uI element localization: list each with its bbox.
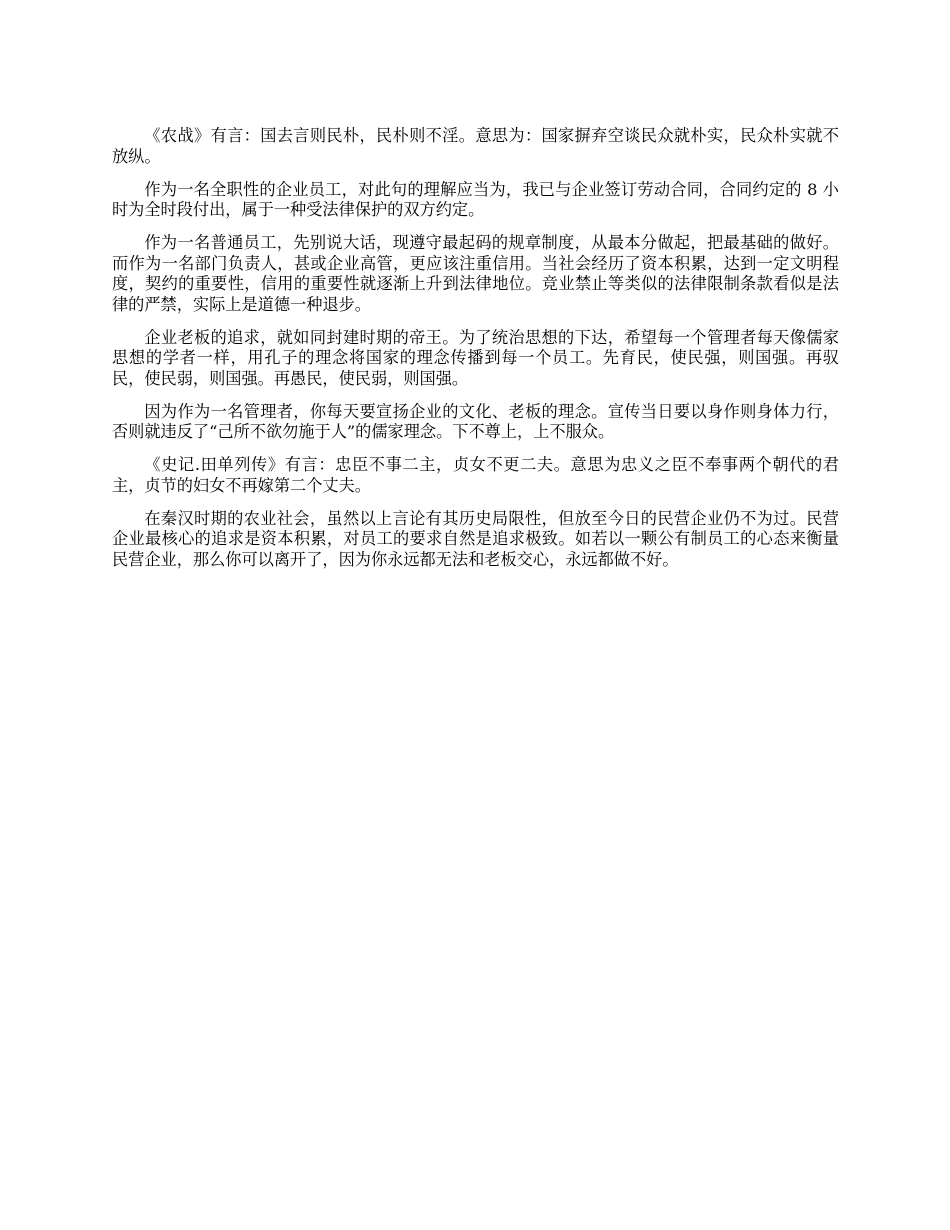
paragraph-ordinary-employee: 作为一名普通员工，先别说大话，现遵守最起码的规章制度，从最本分做起，把最基础的做好。而作为一名部门负责人，甚或企业高管，更应该注重信用。当社会经历了资本积累，达到一定文明程度，契约的重要性，信用的重要性就逐渐上升到法律地位。竞业禁止等类似的法律限制条款看似是法律的严禁，实际上是道德一种退步。 [112, 233, 839, 314]
paragraph-shiji-quote: 《史记.田单列传》有言：忠臣不事二主，贞女不更二夫。意思为忠义之臣不奉事两个朝代的君主，贞节的妇女不再嫁第二个丈夫。 [112, 455, 839, 495]
paragraph-manager-role: 因为作为一名管理者，你每天要宣扬企业的文化、老板的理念。宣传当日要以身作则身体力行，否则就违反了“己所不欲勿施于人”的儒家理念。下不尊上，上不服众。 [112, 401, 839, 441]
paragraph-nongzhan-quote: 《农战》有言：国去言则民朴，民朴则不淫。意思为：国家摒弃空谈民众就朴实，民众朴实就不放纵。 [112, 126, 839, 166]
document-body [112, 126, 839, 583]
paragraph-private-enterprise: 在秦汉时期的农业社会，虽然以上言论有其历史局限性，但放至今日的民营企业仍不为过。民营企业最核心的追求是资本积累，对员工的要求自然是追求极致。如若以一颗公有制员工的心态来衡量民营企业，那么你可以离开了，因为你永远都无法和老板交心，永远都做不好。 [112, 508, 839, 569]
paragraph-boss-pursuit: 企业老板的追求，就如同封建时期的帝王。为了统治思想的下达，希望每一个管理者每天像儒家思想的学者一样，用孔子的理念将国家的理念传播到每一个员工。先育民，使民强，则国强。再驭民，使民弱，则国强。再愚民，使民弱，则国强。 [112, 327, 839, 388]
paragraph-fulltime-employee: 作为一名全职性的企业员工，对此句的理解应当为，我已与企业签订劳动合同，合同约定的 8 小时为全时段付出，属于一种受法律保护的双方约定。 [112, 179, 839, 219]
